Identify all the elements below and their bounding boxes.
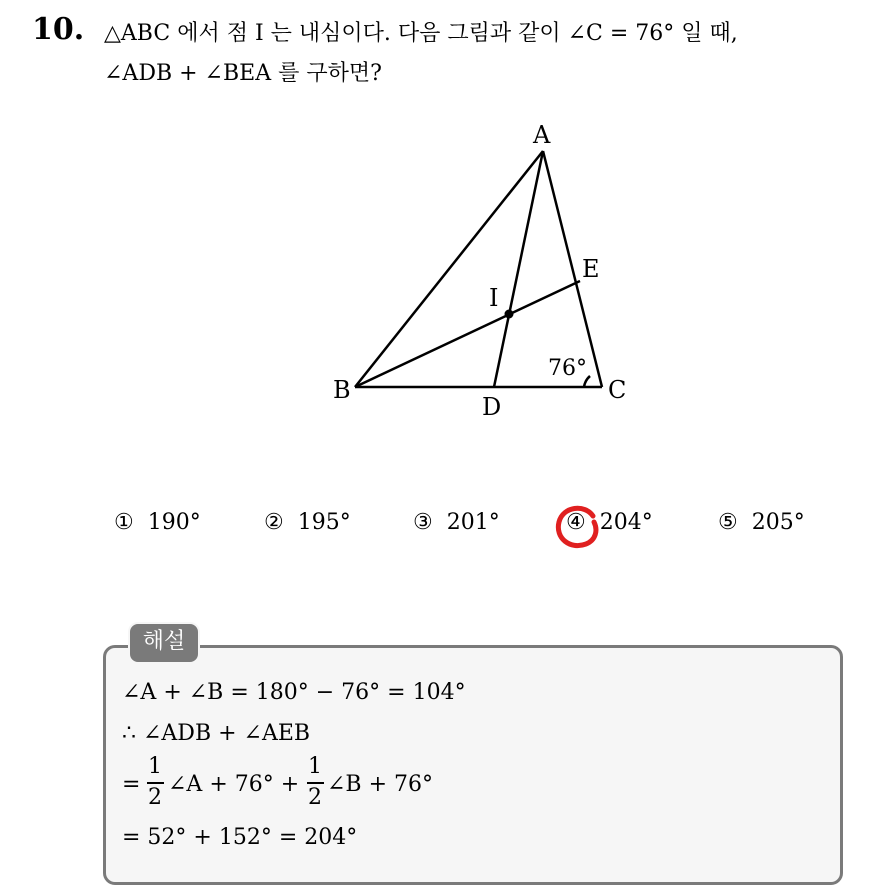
label-c: C — [608, 376, 627, 404]
explanation-line-2: ∴ ∠ADB + ∠AEB — [122, 721, 311, 746]
side-ab — [355, 151, 543, 387]
fraction-1-bar — [147, 782, 164, 784]
explanation-line-4: = 52° + 152° = 204° — [122, 825, 358, 850]
explanation-line-3-end: ∠B + 76° — [327, 772, 434, 797]
question-text-line-2: ∠ADB + ∠BEA 를 구하면? — [104, 61, 382, 86]
label-i: I — [489, 284, 499, 312]
choice-2-value: 195° — [297, 510, 351, 535]
label-e: E — [582, 255, 600, 283]
label-b: B — [333, 376, 351, 404]
answer-mark-circle — [552, 502, 604, 554]
choice-2[interactable] — [264, 510, 351, 535]
choice-5-marker: ⑤ — [718, 510, 738, 535]
choice-4-value: 204° — [599, 510, 653, 535]
fraction-1-numerator: 1 — [148, 754, 162, 779]
choice-3-marker: ③ — [413, 510, 433, 535]
fraction-2-denominator: 2 — [308, 785, 322, 810]
bisector-be — [355, 281, 580, 387]
label-a: A — [533, 121, 551, 149]
fraction-2-bar — [307, 782, 324, 784]
choice-1-marker: ① — [114, 510, 134, 535]
label-d: D — [482, 393, 502, 421]
explanation-eq-sign: = — [122, 772, 141, 797]
choice-5[interactable] — [718, 510, 805, 535]
choice-5-value: 205° — [751, 510, 805, 535]
choice-3-value: 201° — [446, 510, 500, 535]
label-angle-c: 76° — [548, 356, 587, 381]
choice-3[interactable] — [413, 510, 500, 535]
explanation-tab: 해설 — [128, 622, 200, 664]
choice-1-value: 190° — [147, 510, 201, 535]
choice-1[interactable] — [114, 510, 201, 535]
question-number: 10. — [32, 12, 85, 47]
explanation-line-3-middle: ∠A + 76° + — [168, 772, 300, 797]
choice-4-marker: ④ — [566, 510, 586, 535]
explanation-line-1: ∠A + ∠B = 180° − 76° = 104° — [122, 680, 466, 705]
incenter-point — [505, 310, 514, 319]
question-text-line-1: △ABC 에서 점 I 는 내심이다. 다음 그림과 같이 ∠C = 76° 일 때, — [104, 21, 738, 46]
fraction-1-denominator: 2 — [148, 785, 162, 810]
bisector-ad — [494, 151, 543, 387]
fraction-2-numerator: 1 — [308, 754, 322, 779]
choice-2-marker: ② — [264, 510, 284, 535]
